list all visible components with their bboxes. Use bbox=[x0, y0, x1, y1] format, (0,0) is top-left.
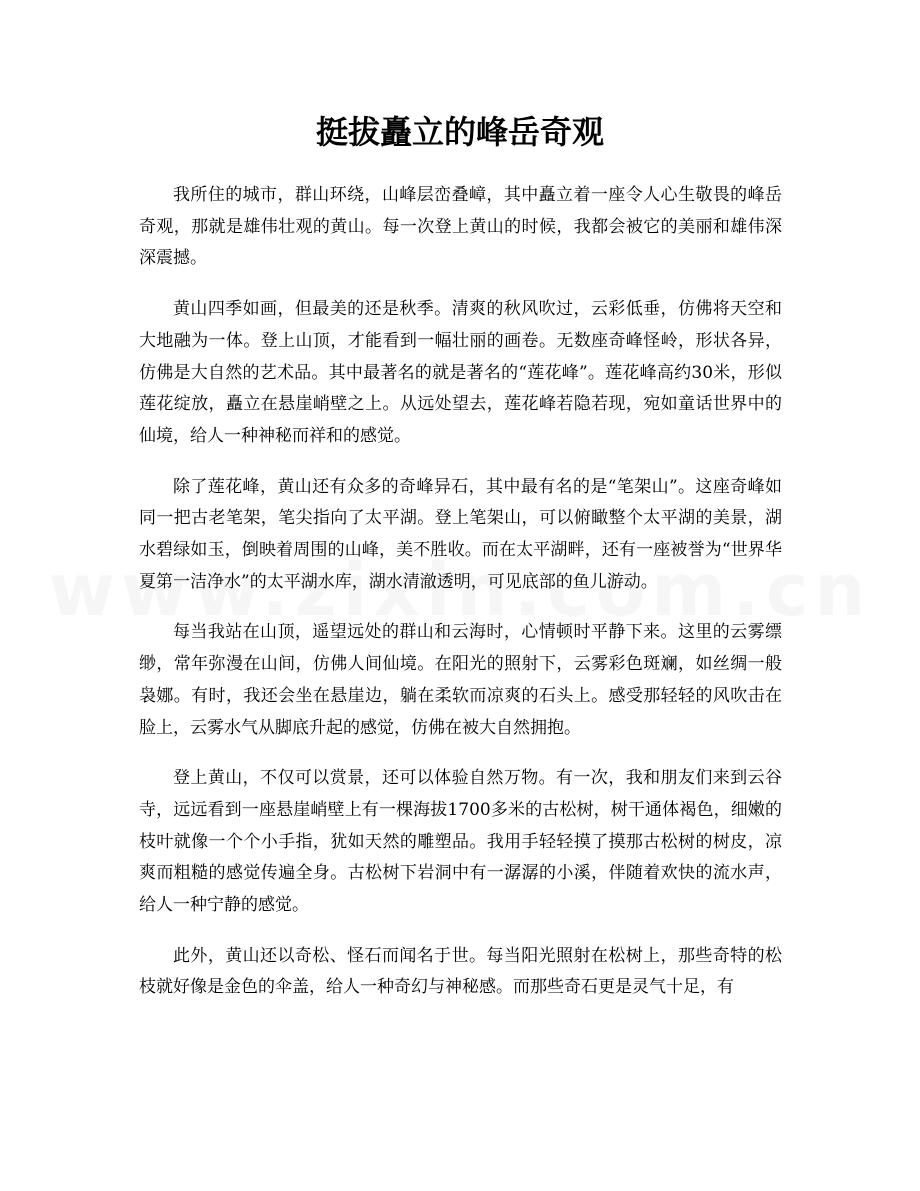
paragraph-3: 除了莲花峰，黄山还有众多的奇峰异石，其中最有名的是“笔架山”。这座奇峰如同一把古老笔架，笔尖指向了太平湖。登上笔架山，可以俯瞰整个太平湖的美景，湖水碧绿如玉，倒映着周围的山峰，美不胜收。而在太平湖畔，还有一座被誉为“世界华夏第一洁净水”的太平湖水库，湖水清澈透明，可见底部的鱼儿游动。 bbox=[139, 476, 782, 592]
document-title: 挺拔矗立的峰岳奇观 bbox=[315, 113, 604, 151]
paragraph-1: 我所住的城市，群山环绕，山峰层峦叠嶂，其中矗立着一座令人心生敬畏的峰岳奇观，那就是雄伟壮观的黄山。每一次登上黄山的时候，我都会被它的美丽和雄伟深深震撼。 bbox=[139, 185, 782, 269]
document-body bbox=[139, 180, 782, 1023]
paragraph-6: 此外，黄山还以奇松、怪石而闻名于世。每当阳光照射在松树上，那些奇特的松枝就好像是金色的伞盖，给人一种奇幻与神秘感。而那些奇石更是灵气十足，有 bbox=[139, 945, 782, 998]
paragraph-2: 黄山四季如画，但最美的还是秋季。清爽的秋风吹过，云彩低垂，仿佛将天空和大地融为一体。登上山顶，才能看到一幅壮丽的画卷。无数座奇峰怪岭，形状各异，仿佛是大自然的艺术品。其中最著名的就是著名的“莲花峰”。莲花峰高约30米，形似莲花绽放，矗立在悬崖峭壁之上。从远处望去，莲花峰若隐若现，宛如童话世界中的仙境，给人一种神秘而祥和的感觉。 bbox=[139, 299, 782, 446]
paragraph-5: 登上黄山，不仅可以赏景，还可以体验自然万物。有一次，我和朋友们来到云谷寺，远远看到一座悬崖峭壁上有一棵海拔1700多米的古松树，树干通体褐色，细嫩的枝叶就像一个个小手指，犹如天然的雕塑品。我用手轻轻摸了摸那古松树的树皮，凉爽而粗糙的感觉传遍全身。古松树下岩洞中有一潺潺的小溪，伴随着欢快的流水声，给人一种宁静的感觉。 bbox=[139, 768, 782, 916]
paragraph-4: 每当我站在山顶，遥望远处的群山和云海时，心情顿时平静下来。这里的云雾缥缈，常年弥漫在山间，仿佛人间仙境。在阳光的照射下，云雾彩色斑斓，如丝绸一般袅娜。有时，我还会坐在悬崖边，躺在柔软而凉爽的石头上。感受那轻轻的风吹击在脸上，云雾水气从脚底升起的感觉，仿佛在被大自然拥抱。 bbox=[139, 622, 782, 738]
